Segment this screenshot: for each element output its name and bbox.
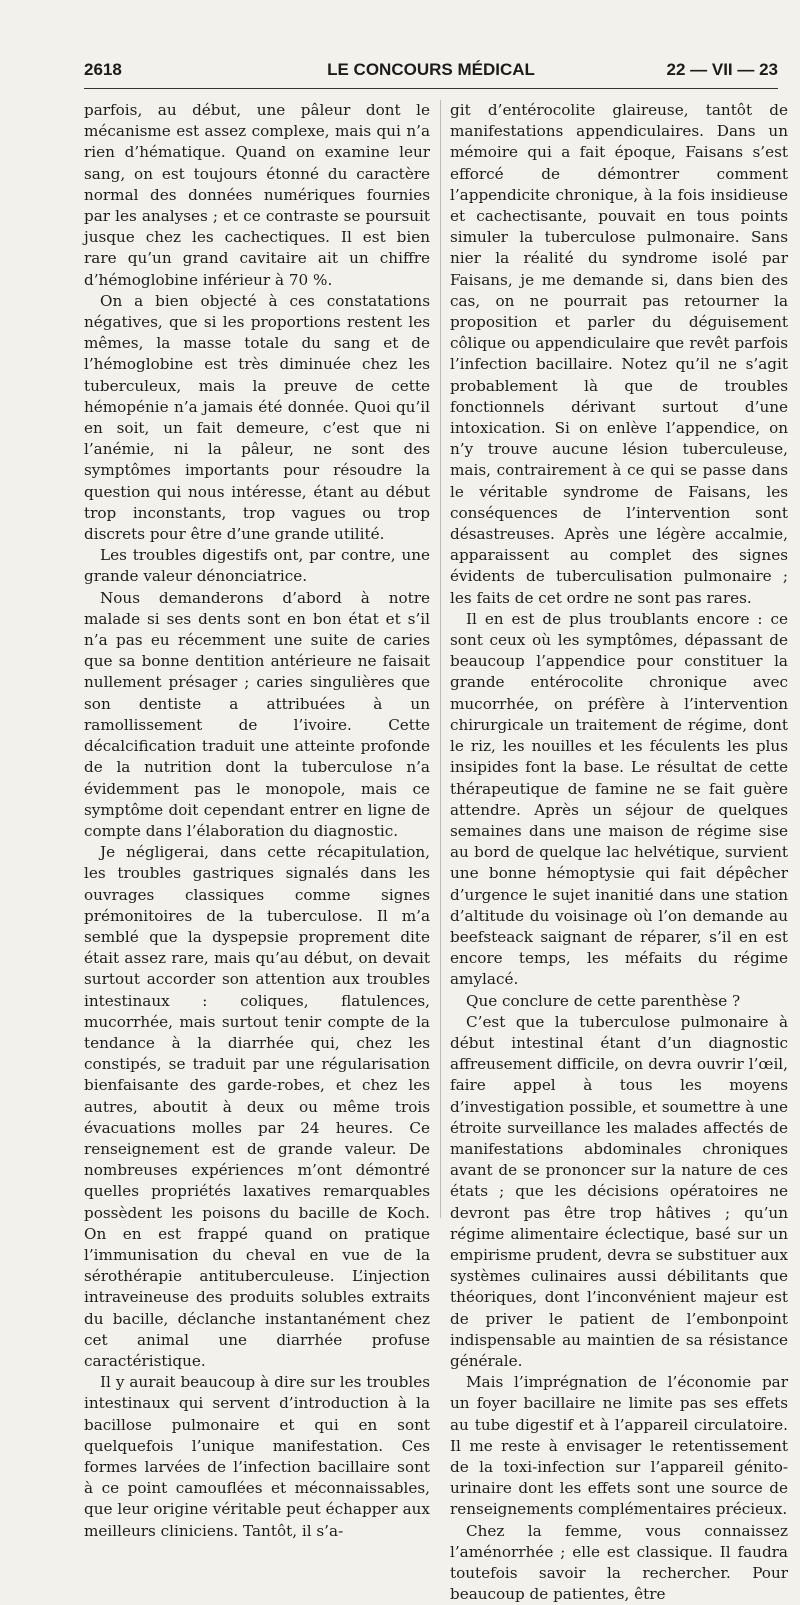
paragraph: Les troubles digestifs ont, par contre, une grande valeur dénonciatrice. [84, 546, 430, 586]
paragraph: git d’entérocolite glaireuse, tantôt de manifestations appendiculaires. Dans un mémoire qui a fait époque, Faisans s’est efforcé de démontrer comment l’appendicite chronique, à la fois insidieuse et cachectisante, pouvait en tous points simuler la tuberculose pulmonaire. Sans nier la réalité du syndrome isolé par Faisans, je me demande si, dans bien des cas, on ne pourrait pas retourner la proposition et parler du déguisement côlique ou appendiculaire que revêt parfois l’infection bacillaire. Notez qu’il ne s’agit probablement là que de troubles fonctionnels dérivant surtout d’une intoxication. Si on enlève l’appendice, on n’y trouve aucune lésion tuberculeuse, mais, contrairement à ce qui se passe dans le véritable syndrome de Faisans, les conséquences de l’intervention sont désastreuses. Après une légère accalmie, apparaissent au complet des signes évidents de tuberculisation pulmonaire ; les faits de cet ordre ne sont pas rares. [450, 101, 788, 607]
paragraph: Il en est de plus troublants encore : ce sont ceux où les symptômes, dépassant de beaucoup l’appendice pour constituer la grande entérocolite chronique avec mucorrhée, on préfère à l’intervention chirurgicale un traitement de régime, dont le riz, les nouilles et les féculents les plus insipides font la base. Le résultat de cette thérapeutique de famine ne se fait guère attendre. Après un séjour de quelques semaines dans une maison de régime sise au bord de quelque lac helvétique, survient une bonne hémoptysie qui fait dépêcher d’urgence le sujet inanitié dans une station d’altitude du voisinage où l’on demande au beefsteack saignant de réparer, s’il en est encore temps, les méfaits du régime amylacé. [450, 609, 788, 989]
paragraph: Mais l’imprégnation de l’économie par un foyer bacillaire ne limite pas ses effets au tube digestif et à l’appareil circulatoire. Il me reste à envisager le retentissement de la toxi-infection sur l’appareil génito-urinaire dont les effets sont une source de renseignements complémentaires précieux. [450, 1373, 788, 1519]
paragraph: Nous demanderons d’abord à notre malade si ses dents sont en bon état et s’il n’a pas eu récemment une suite de caries que sa bonne dentition antérieure ne faisait nullement présager ; caries singulières que son dentiste a attribuées à un ramollissement de l’ivoire. Cette décalcification traduit une atteinte profonde de la nutrition dont la tuberculose n’a évidemment pas le monopole, mais ce symptôme doit cependant entrer en ligne de compte dans l’élaboration du diagnostic. [84, 588, 430, 840]
page-header [84, 56, 778, 86]
paragraph: On a bien objecté à ces constatations négatives, que si les proportions restent les mêmes, la masse totale du sang et de l’hémoglobine est très diminuée chez les tuberculeux, mais la preuve de cette hémopénie n’a jamais été donnée. Quoi qu’il en soit, un fait demeure, c’est que ni l’anémie, ni la pâleur, ne sont des symptômes importants pour résoudre la question qui nous intéresse, étant au début trop inconstants, trop vagues ou trop discrets pour être d’une grande utilité. [84, 291, 430, 544]
paragraph: parfois, au début, une pâleur dont le mécanisme est assez complexe, mais qui n’a rien d’hématique. Quand on examine leur sang, on est toujours étonné du caractère normal des données numériques fournies par les analyses ; et ce contraste se poursuit jusque chez les cachectiques. Il est bien rare qu’un grand cavitaire ait un chiffre d’hémoglobine inférieur à 70 %. [84, 101, 430, 289]
page-number: 2618 [84, 60, 122, 79]
issue-date: 22 — VII — 23 [666, 60, 778, 79]
paragraph: C’est que la tuberculose pulmonaire à début intestinal étant d’un diagnostic affreusement difficile, on devra ouvrir l’œil, faire appel à tous les moyens d’investigation possible, et soumettre à une étroite surveillance les malades affectés de manifestations abdominales chroniques avant de se prononcer sur la nature de ces états ; que les décisions opératoires ne devront pas être trop hâtives ; qu’un régime alimentaire éclectique, basé sur un empirisme prudent, devra se substituer aux systèmes culinaires aussi débilitants que théoriques, dont l’inconvénient majeur est de priver le patient de l’embonpoint indispensable au maintien de sa résistance générale. [450, 1012, 788, 1370]
left-column [84, 100, 430, 1540]
paragraph: Je négligerai, dans cette récapitulation, les troubles gastriques signalés dans les ouvrages classiques comme signes prémonitoires de la tuberculose. Il m’a semblé que la dyspepsie proprement dite était assez rare, mais qu’au début, on devait surtout accorder son attention aux troubles intestinaux : coliques, flatulences, mucorrhée, mais surtout tenir compte de la tendance à la diarrhée qui, chez les constipés, se traduit par une régularisation bienfaisante des garde-robes, et chez les autres, aboutit à deux ou même trois évacuations molles par 24 heures. Ce renseignement est de grande valeur. De nombreuses expériences m’ont démontré quelles propriétés laxatives remarquables possèdent les poisons du bacille de Koch. On en est frappé quand on pratique l’immunisation du cheval en vue de la sérothérapie antituberculeuse. L’injection intraveineuse des produits solubles extraits du bacille, déclanche instantanément chez cet animal une diarrhée profuse caractéristique. [84, 843, 430, 1370]
column-divider [440, 100, 441, 1218]
header-rule [84, 88, 778, 89]
paragraph: Que conclure de cette parenthèse ? [466, 991, 741, 1010]
paragraph: Il y aurait beaucoup à dire sur les troubles intestinaux qui servent d’introduction à la bacillose pulmonaire et qui en sont quelquefois l’unique manifestation. Ces formes larvées de l’infection bacillaire sont à ce point camouflées et méconnaissables, que leur origine véritable peut échapper aux meilleurs cliniciens. Tantôt, il s’a- [84, 1373, 430, 1540]
journal-title: LE CONCOURS MÉDICAL [327, 60, 535, 79]
paragraph: Chez la femme, vous connaissez l’aménorrhée ; elle est classique. Il faudra toutefois savoir la rechercher. Pour beaucoup de patientes, être [450, 1521, 788, 1604]
right-column [450, 100, 788, 1604]
